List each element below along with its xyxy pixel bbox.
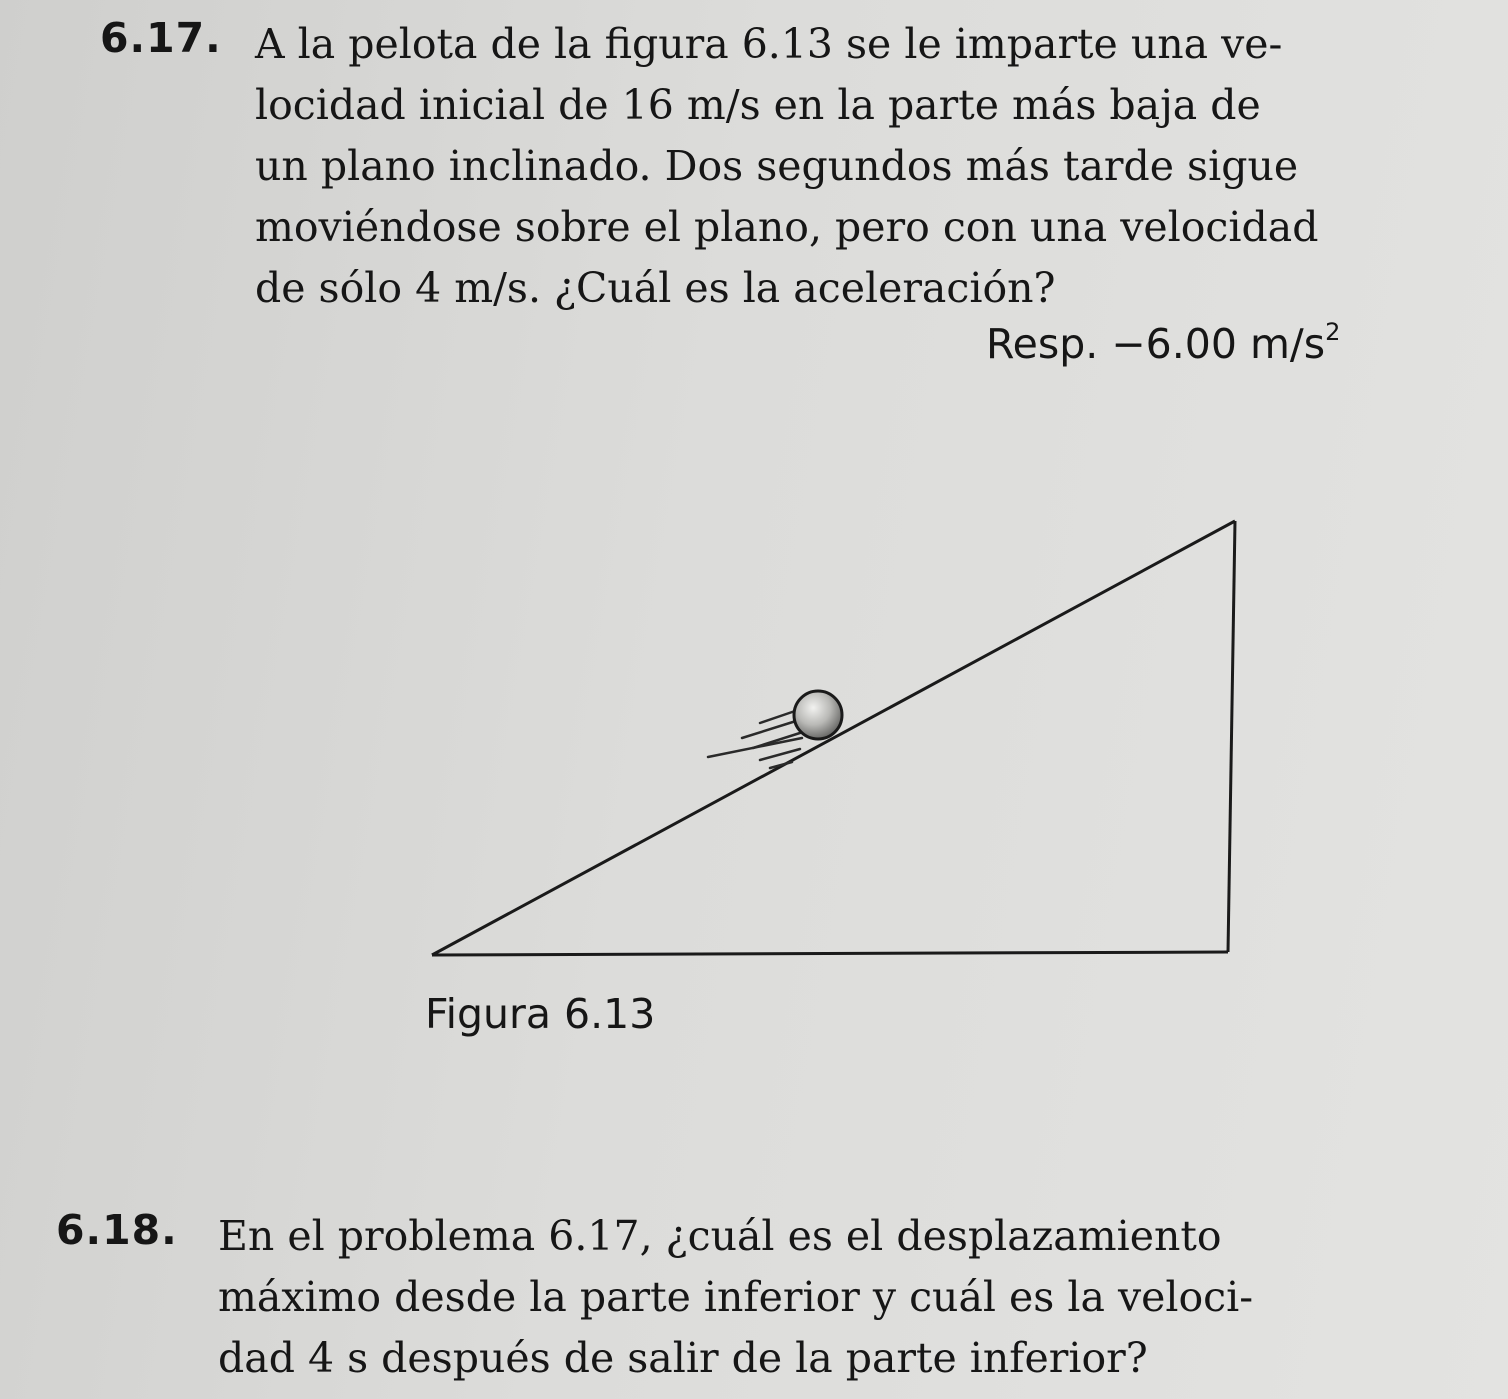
incline-surface — [432, 521, 1235, 955]
answer-text: Resp. −6.00 m/s — [986, 320, 1326, 368]
figure-caption: Figura 6.13 — [425, 990, 656, 1038]
incline-right-side — [1228, 521, 1235, 952]
statement-line: un plano inclinado. Dos segundos más tarde sigue — [255, 142, 1299, 190]
statement-line: En el problema 6.17, ¿cuál es el desplazamiento — [218, 1212, 1222, 1260]
problem-number: 6.18. — [56, 1206, 178, 1254]
problem-number: 6.17. — [100, 14, 222, 62]
problem-statement — [255, 14, 1440, 319]
statement-line: A la pelota de la figura 6.13 se le imparte una ve- — [255, 20, 1283, 68]
ball-icon — [794, 691, 842, 739]
answer — [986, 318, 1340, 368]
answer-exponent: 2 — [1325, 318, 1341, 346]
problem-6-17 — [100, 14, 1440, 319]
statement-line: dad 4 s después de salir de la parte inferior? — [218, 1334, 1148, 1382]
statement-line: de sólo 4 m/s. ¿Cuál es la aceleración? — [255, 264, 1056, 312]
statement-line: locidad inicial de 16 m/s en la parte más baja de — [255, 81, 1261, 129]
motion-lines — [708, 710, 803, 768]
inclined-plane — [432, 521, 1235, 955]
problem-6-18 — [56, 1206, 1436, 1389]
statement-line: máximo desde la parte inferior y cuál es la veloci- — [218, 1273, 1254, 1321]
statement-line: moviéndose sobre el plano, pero con una velocidad — [255, 203, 1319, 251]
inclined-plane-figure — [420, 505, 1260, 975]
incline-base — [432, 952, 1228, 955]
problem-statement — [218, 1206, 1436, 1389]
